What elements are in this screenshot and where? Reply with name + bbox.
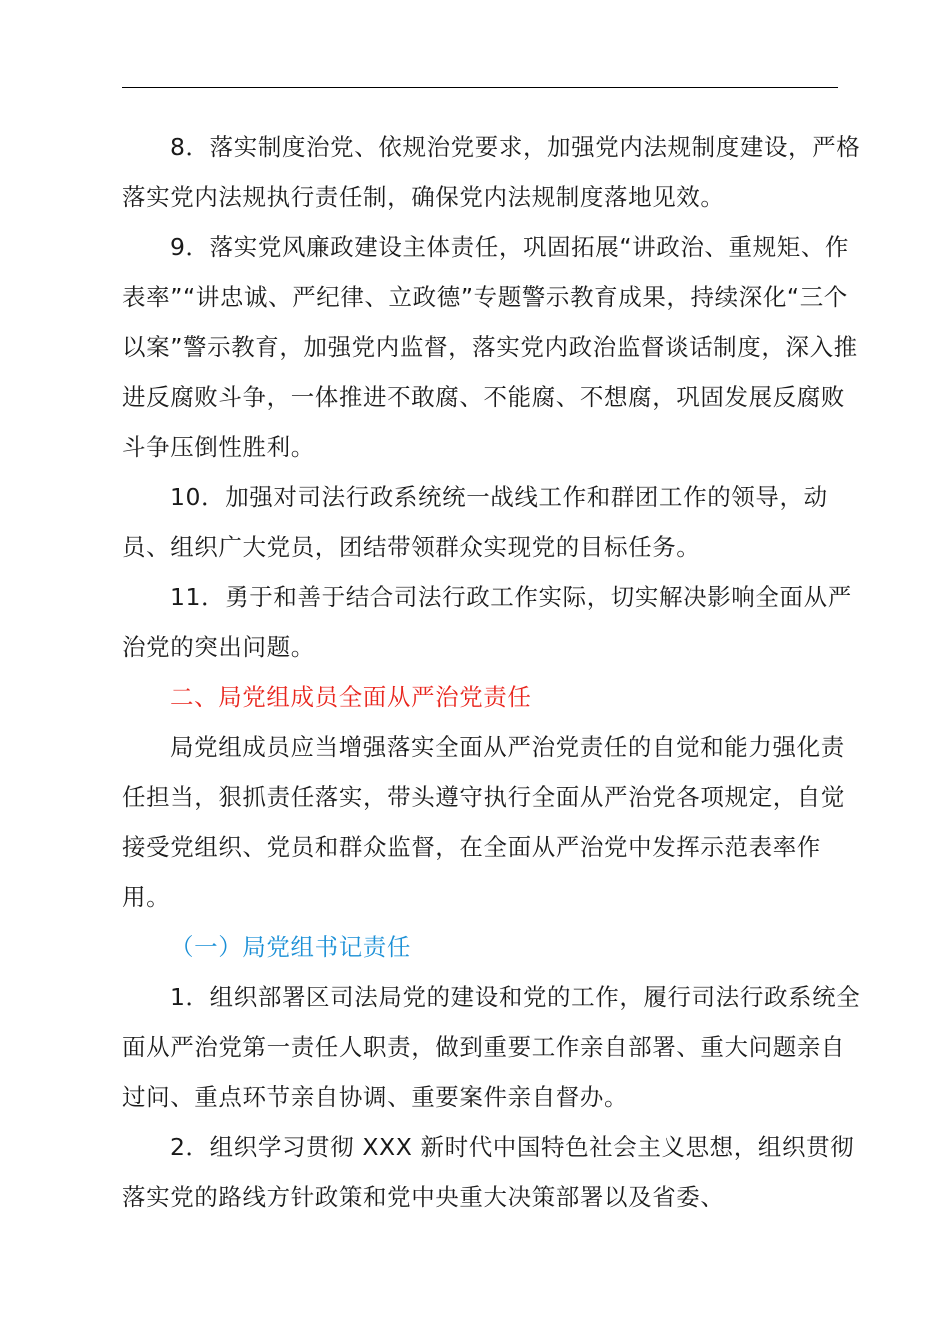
paragraph-item-9: 9．落实党风廉政建设主体责任，巩固拓展“讲政治、重规矩、作表率”“讲忠诚、严纪律、立政德”专题警示教育成果，持续深化“三个以案”警示教育，加强党内监督，落实党内政治监督谈话制度，深入推进反腐败斗争，一体推进不敢腐、不能腐、不想腐，巩固发展反腐败斗争压倒性胜利。 [122, 233, 858, 461]
subsection-heading-1: （一）局党组书记责任 [170, 933, 411, 961]
header-rule [122, 87, 838, 88]
paragraph-item-1: 1．组织部署区司法局党的建设和党的工作，履行司法行政系统全面从严治党第一责任人职责，做到重要工作亲自部署、重大问题亲自过问、重点环节亲自协调、重要案件亲自督办。 [122, 983, 861, 1111]
section-intro-paragraph: 局党组成员应当增强落实全面从严治党责任的自觉和能力强化责任担当，狠抓责任落实，带头遵守执行全面从严治党各项规定，自觉接受党组织、党员和群众监督，在全面从严治党中发挥示范表率作用。 [122, 733, 845, 911]
section-heading-2: 二、局党组成员全面从严治党责任 [170, 683, 532, 711]
document-body [122, 122, 862, 1222]
paragraph-item-10: 10．加强对司法行政系统统一战线工作和群团工作的领导，动员、组织广大党员，团结带领群众实现党的目标任务。 [122, 483, 828, 561]
paragraph-item-2: 2．组织学习贯彻 XXX 新时代中国特色社会主义思想，组织贯彻落实党的路线方针政策和党中央重大决策部署以及省委、 [122, 1133, 855, 1211]
paragraph-item-8: 8．落实制度治党、依规治党要求，加强党内法规制度建设，严格落实党内法规执行责任制，确保党内法规制度落地见效。 [122, 133, 861, 211]
paragraph-item-11: 11．勇于和善于结合司法行政工作实际，切实解决影响全面从严治党的突出问题。 [122, 583, 852, 661]
